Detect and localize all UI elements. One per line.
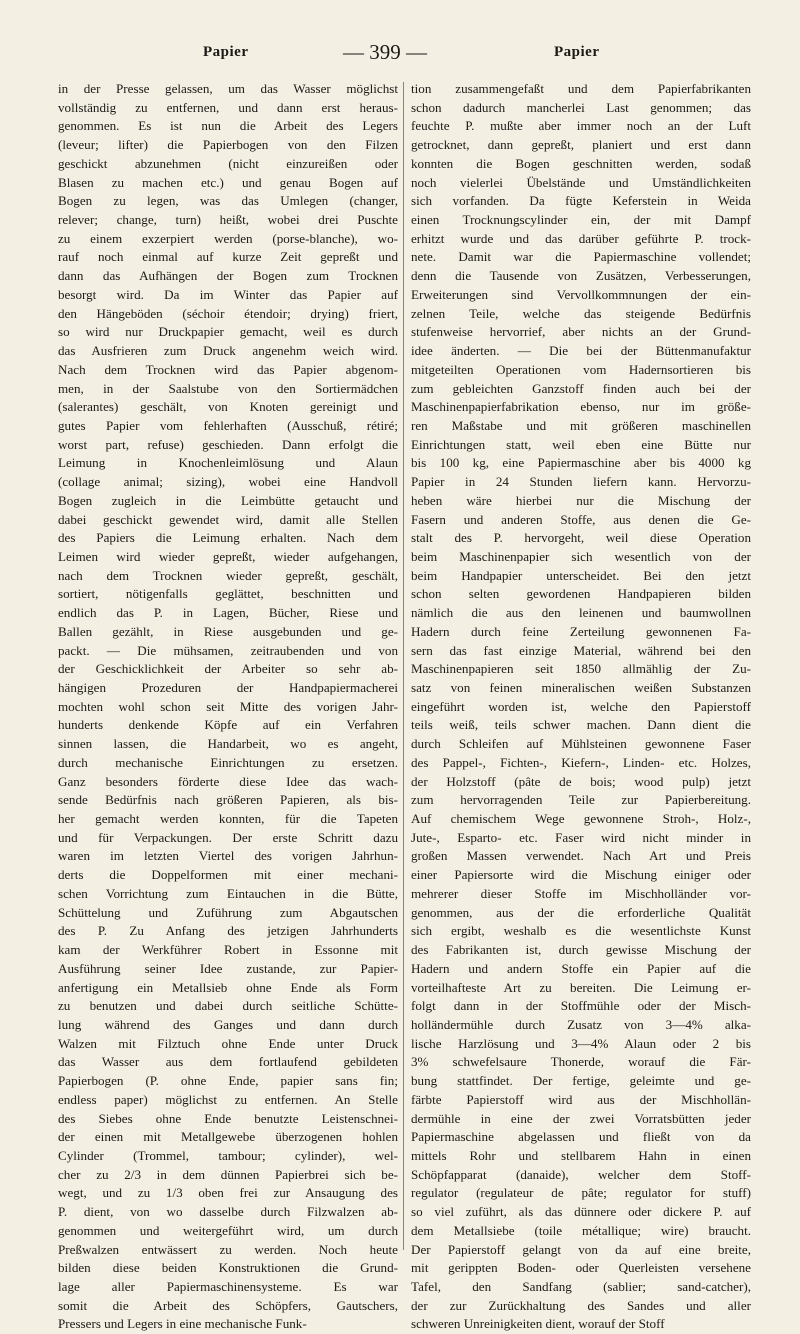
- text-line: anfertigung ein Metallsieb ohne Ende als Form: [58, 979, 398, 995]
- text-line: Bogen zugleich in die Leimbütte getaucht und: [58, 492, 398, 508]
- text-line: Ganz besonders förderte diese Idee das wach-: [58, 773, 398, 789]
- text-line: lung während des Ganges und dann durch: [58, 1016, 398, 1032]
- text-line: Ballen gezählt, in Riese ausgebunden und ge-: [58, 623, 398, 639]
- text-line: Bogen zu legen, was das Umlegen (changer,: [58, 193, 398, 209]
- header-right-title: Papier: [554, 44, 600, 60]
- text-line: endlich das P. in Lagen, Bücher, Riese und: [58, 605, 398, 621]
- text-line: vollständig zu entfernen, und dann erst heraus-: [58, 99, 398, 115]
- text-line: genommen, aus der die erforderliche Qualität: [411, 904, 751, 920]
- text-line: bung stattfindet. Der fertige, geleimte und ge-: [411, 1073, 751, 1089]
- text-line: bilden diese beiden Konstruktionen die Grund-: [58, 1260, 398, 1276]
- text-line: worst part, refuse) geschieden. Dann erfolgt die: [58, 436, 398, 452]
- text-line: erhitzt wurde und das darüber geführte P. trock-: [411, 230, 751, 246]
- text-line: mochten wohl schon seit Mitte des vorigen Jahr-: [58, 698, 398, 714]
- text-line: den Hängeböden (séchoir étendoir; drying) friert,: [58, 305, 398, 321]
- text-line: sinnen lassen, die Handarbeit, wo es angeht,: [58, 736, 398, 752]
- text-line: großen Massen verwendet. Nach Art und Preis: [411, 848, 751, 864]
- text-line: stufenweise hervorrief, aber nichts an der Grund-: [411, 324, 751, 340]
- text-line: gutes Papier vom fehlerhaften (Ausschuß, rétiré;: [58, 417, 398, 433]
- text-line: waren im letzten Viertel des vorigen Jahrhun-: [58, 848, 398, 864]
- text-line: endless paper) möglichst zu entfernen. An Stelle: [58, 1091, 398, 1107]
- header-left-title: Papier: [203, 44, 249, 60]
- text-line: genommen und weitergeführt wird, um durch: [58, 1222, 398, 1238]
- text-line: Preßwalzen entwässert zu werden. Noch heute: [58, 1241, 398, 1257]
- text-line: regulator (regulateur de pâte; regulator for stuff): [411, 1185, 751, 1201]
- text-line: Fasern und anderen Stoffe, aus denen die Ge-: [411, 511, 751, 527]
- text-line: der zur Zurückhaltung des Sandes und aller: [411, 1297, 751, 1313]
- text-line: des Siebes ohne Ende benutzte Leistenschnei-: [58, 1110, 398, 1126]
- text-line: idee änderten. — Die bei der Büttenmanufaktur: [411, 343, 751, 359]
- text-line: dabei geschickt gewendet wird, damit alle Stellen: [58, 511, 398, 527]
- text-line: Ausführung seiner Idee zustande, zur Papier-: [58, 960, 398, 976]
- text-line: einer Papiersorte wird die Mischung einiger oder: [411, 867, 751, 883]
- text-line: durch mechanische Einrichtungen zu ersetzen.: [58, 754, 398, 770]
- text-line: stalt des P. hervorgeht, weil diese Operation: [411, 530, 751, 546]
- text-line: Schöpfapparat (danaide), welcher dem Stoff-: [411, 1166, 751, 1182]
- text-line: tion zusammengefaßt und dem Papierfabrikanten: [411, 81, 751, 96]
- text-line: Hadern durch feine Zerteilung gewonnenen Fa-: [411, 623, 751, 639]
- text-line: P. dient, von wo dasselbe durch Filzwalzen ab-: [58, 1204, 398, 1220]
- text-line: besorgt wird. Da im Winter das Papier auf: [58, 286, 398, 302]
- text-line: mit gerippten Boden- oder Querleisten versehene: [411, 1260, 751, 1276]
- text-line: beim Maschinenpapier sich wesentlich von der: [411, 548, 751, 564]
- text-line: Papiermaschine abgelassen und fließt von da: [411, 1129, 751, 1145]
- text-line: denn die Tausende von Zusätzen, Verbesserungen,: [411, 268, 751, 284]
- text-line: Papierbogen (P. ohne Ende, papier sans fin;: [58, 1073, 398, 1089]
- text-line: vorteilhafteste Art zu bereiten. Die Leimung er-: [411, 979, 751, 995]
- text-line: 3% schwefelsaure Thonerde, worauf die Fär-: [411, 1054, 751, 1070]
- text-line: der einen mit Metallgewebe überzogenen hohlen: [58, 1129, 398, 1145]
- text-line: nämlich die aus den leinenen und baumwollnen: [411, 605, 751, 621]
- text-line: Leimung in Knochenleimlösung und Alaun: [58, 455, 398, 471]
- text-line: Jute-, Esparto- etc. Faser wird nicht minder in: [411, 829, 751, 845]
- text-line: derts die Doppelformen mit einer mechani-: [58, 867, 398, 883]
- text-line: zum gebleichten Ganzstoff finden auch bei der: [411, 380, 751, 396]
- text-line: Walzen mit Filztuch ohne Ende unter Druck: [58, 1035, 398, 1051]
- text-line: lische Harzlösung und 3—4% Alaun oder 2 bis: [411, 1035, 751, 1051]
- text-line: wegt, und zu 1/3 oben frei zur Ansaugung des: [58, 1185, 398, 1201]
- page-number: — 399 —: [343, 40, 427, 64]
- text-line: der Holzstoff (pâte de bois; wood pulp) jetzt: [411, 773, 751, 789]
- text-line: des P. Zu Anfang des jetzigen Jahrhunderts: [58, 923, 398, 939]
- text-line: dermühle in eine der zwei Vorratsbütten jeder: [411, 1110, 751, 1126]
- text-line: des Pappel-, Fichten-, Kiefern-, Linden- etc. Holzes,: [411, 754, 751, 770]
- text-line: kam der Werkführer Robert in Essonne mit: [58, 942, 398, 958]
- text-line: Leimen wird wieder gepreßt, wieder aufgehangen,: [58, 548, 398, 564]
- text-line: Tafel, den Sandfang (sablier; sand-catcher),: [411, 1279, 751, 1294]
- text-line: zu benutzen und dabei durch seitliche Schütte-: [58, 998, 398, 1014]
- text-line: das Wasser aus dem fortlaufend gebildeten: [58, 1054, 398, 1070]
- text-line: schen Vorrichtung zum Eintauchen in die Bütte,: [58, 885, 398, 901]
- text-line: teils weiß, teils schwer machen. Dann dient die: [411, 717, 751, 733]
- text-line: men, in der Saalstube von den Sortiermädchen: [58, 380, 398, 396]
- text-line: mehrerer dieser Stoffe im Mischholländer vor-: [411, 885, 751, 901]
- text-line: lage aller Papiermaschinensysteme. Es war: [58, 1279, 398, 1294]
- text-line: cher zu 2/3 in dem dünnen Papierbrei sich be-: [58, 1166, 398, 1182]
- text-line: der Geschicklichkeit der Arbeiter so sehr ab-: [58, 661, 398, 677]
- text-line: schon selten gewordenen Handpapieren bilden: [411, 586, 751, 602]
- text-line: mitgeteilten Operationen vom Hadernsortieren bis: [411, 361, 751, 377]
- text-line: folgt dann in der Stoffmühle oder der Misch-: [411, 998, 751, 1014]
- text-line: (leveur; lifter) die Papierbogen von den Filzen: [58, 137, 398, 153]
- text-line: getrocknet, dann gepreßt, planiert und erst dann: [411, 137, 751, 153]
- text-line: (collage animal; sizing), wobei eine Handvoll: [58, 474, 398, 490]
- text-line: Erweiterungen sind Vervollkommnungen der ein-: [411, 286, 751, 302]
- right-text-column: [411, 80, 751, 1334]
- text-line: nach dem Trocknen wieder gepreßt, geschält,: [58, 567, 398, 583]
- text-line: des Papiers die Leimung erhalten. Nach dem: [58, 530, 398, 546]
- text-line: relever; change, turn) heißt, wobei drei Puschte: [58, 212, 398, 228]
- text-line: Maschinenpapieren seit 1850 allmählig der Zu-: [411, 661, 751, 677]
- text-line: des Fabrikanten ist, durch gewisse Mischung der: [411, 942, 751, 958]
- text-line: Blasen zu machen etc.) und genau Bogen auf: [58, 174, 398, 190]
- text-line: hunderts denkende Köpfe auf ein Verfahren: [58, 717, 398, 733]
- column-divider: [403, 82, 404, 1250]
- text-line: Cylinder (Trommel, tambour; cylinder), wel-: [58, 1147, 398, 1163]
- text-line: zu einem exzerpiert werden (porse-blanche), wo-: [58, 230, 398, 246]
- text-line: sern das fast einzige Material, während bei den: [411, 642, 751, 658]
- text-line: heben wäre hierbei nur die Mischung der: [411, 492, 751, 508]
- text-line: noch vielerlei Übelstände und Umständlichkeiten: [411, 174, 751, 190]
- text-line: das Ausfrieren zum Druck angenehm weich wird.: [58, 343, 398, 359]
- text-line: durch Schleifen auf Mühlsteinen gewonnene Faser: [411, 736, 751, 752]
- text-line: beim Handpapier unterscheidet. Bei den jetzt: [411, 567, 751, 583]
- text-line: packt. — Die mühsamen, zeitraubenden und von: [58, 642, 398, 658]
- text-line: eingeführt worden ist, welche den Papierstoff: [411, 698, 751, 714]
- text-line: dann das Aufhängen der Bogen zum Trocknen: [58, 268, 398, 284]
- text-line: somit die Arbeit des Schöpfers, Gautschers,: [58, 1297, 398, 1313]
- text-line: (salerantes) geschält, von Knoten gereinigt und: [58, 399, 398, 415]
- text-line: Papier in 24 Stunden liefern kann. Hervorzu-: [411, 474, 751, 490]
- text-line: Maschinenpapierfabrikation ebenso, nur im größe-: [411, 399, 751, 415]
- text-line: schweren Unreinigkeiten dient, worauf der Stoff: [411, 1316, 665, 1332]
- text-line: Hadern und andern Stoffe ein Papier auf die: [411, 960, 751, 976]
- text-line: hängigen Prozeduren der Handpapiermacherei: [58, 680, 398, 695]
- text-line: und für Verpackungen. Der erste Schritt dazu: [58, 829, 398, 845]
- text-line: Schüttelung und Zuführung zum Abgautschen: [58, 904, 398, 920]
- text-line: einen Trocknungscylinder ein, der mit Dampf: [411, 212, 751, 228]
- text-line: Auf chemischem Wege gewonnene Stroh-, Holz-,: [411, 811, 751, 827]
- text-line: ren Maßstabe und mit größeren maschinellen: [411, 417, 751, 433]
- text-line: satz von feinen mineralischen weißen Substanzen: [411, 680, 751, 695]
- text-line: konnten die Bogen geschnitten werden, sodaß: [411, 155, 751, 171]
- text-line: sortiert, nötigenfalls geglättet, beschnitten und: [58, 586, 398, 602]
- text-line: zum hervorragenden Teile zur Papierbereitung.: [411, 792, 751, 808]
- text-line: Der Papierstoff gelangt von da auf eine breite,: [411, 1241, 751, 1257]
- text-line: rauf noch einmal auf kurze Zeit gepreßt und: [58, 249, 398, 265]
- text-line: färbte Papierstoff wird aus der Mischhollän-: [411, 1091, 751, 1107]
- text-line: bis 100 kg, eine Papiermaschine aber bis 4000 kg: [411, 455, 751, 471]
- text-line: in der Presse gelassen, um das Wasser möglichst: [58, 81, 398, 96]
- text-line: holländermühle durch Zusatz von 3—4% alka-: [411, 1016, 751, 1032]
- text-line: geschickt abzunehmen (nicht einzureißen oder: [58, 155, 398, 171]
- text-line: sende Bedürfnis nach größeren Papieren, als bis-: [58, 792, 398, 808]
- running-header: [58, 40, 746, 66]
- text-line: so viel zuführt, als das dünnere oder dickere P. auf: [411, 1204, 751, 1220]
- text-line: dem Metallsiebe (toile métallique; wire) braucht.: [411, 1222, 751, 1238]
- text-line: zelnen Teile, welche das steigende Bedürfnis: [411, 305, 751, 321]
- text-line: nete. Damit war die Papiermaschine vollendet;: [411, 249, 751, 265]
- text-line: her gemacht werden konnten, für die Tapeten: [58, 811, 398, 827]
- text-line: Nach dem Trocknen wird das Papier abgenom-: [58, 361, 398, 377]
- left-text-column: [58, 80, 398, 1334]
- text-line: mittels Rohr und stellbarem Hahn in einen: [411, 1147, 751, 1163]
- text-line: genommen. Es ist nun die Arbeit des Legers: [58, 118, 398, 134]
- text-line: so wird nur Druckpapier gemacht, weil es durch: [58, 324, 398, 340]
- text-line: Pressers und Legers in eine mechanische Funk-: [58, 1316, 307, 1332]
- text-line: schon dadurch mancherlei Last genommen; das: [411, 99, 751, 115]
- text-line: feuchte P. mußte aber immer noch an der Luft: [411, 118, 751, 134]
- text-line: Einrichtungen statt, weil eben eine Bütte nur: [411, 436, 751, 452]
- text-line: sich vorfanden. Da fügte Keferstein in Weida: [411, 193, 751, 209]
- text-line: sich ergibt, weshalb es die wesentlichste Kunst: [411, 923, 751, 939]
